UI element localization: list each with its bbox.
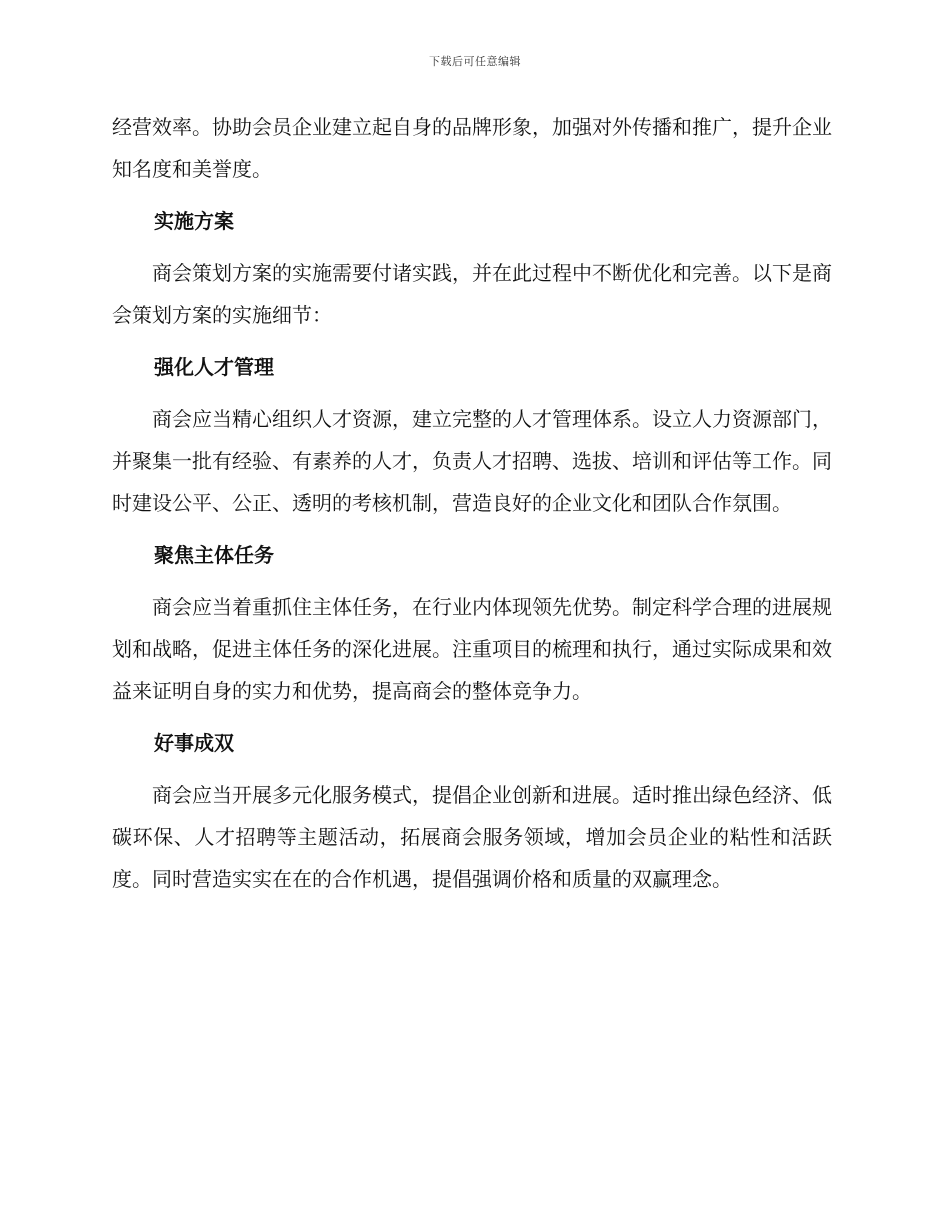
paragraph-continued: 经营效率。协助会员企业建立起自身的品牌形象，加强对外传播和推广，提升企业知名度和美誉度。 [112,115,832,181]
section-heading-main-tasks: 聚焦主体任务 [154,543,274,567]
section-heading-talent-management: 强化人才管理 [154,355,274,379]
section-heading-double-good: 好事成双 [154,731,234,755]
paragraph-double-good: 商会应当开展多元化服务模式，提倡企业创新和进展。适时推出绿色经济、低碳环保、人才招聘等主题活动，拓展商会服务领域，增加会员企业的粘性和活跃度。同时营造实实在在的合作机遇，提倡强调价格和质量的双赢理念。 [112,783,832,891]
paragraph-implementation: 商会策划方案的实施需要付诸实践，并在此过程中不断优化和完善。以下是商会策划方案的实施细节： [112,261,832,327]
paragraph-talent-management: 商会应当精心组织人才资源，建立完整的人才管理体系。设立人力资源部门，并聚集一批有经验、有素养的人才，负责人才招聘、选拔、培训和评估等工作。同时建设公平、公正、透明的考核机制，营造良好的企业文化和团队合作氛围。 [112,407,832,515]
section-heading-implementation: 实施方案 [154,209,234,233]
paragraph-main-tasks: 商会应当着重抓住主体任务，在行业内体现领先优势。制定科学合理的进展规划和战略，促进主体任务的深化进展。注重项目的梳理和执行，通过实际成果和效益来证明自身的实力和优势，提高商会的整体竞争力。 [112,595,832,703]
document-body [112,106,832,910]
page-header: 下载后可任意编辑 [429,55,521,68]
